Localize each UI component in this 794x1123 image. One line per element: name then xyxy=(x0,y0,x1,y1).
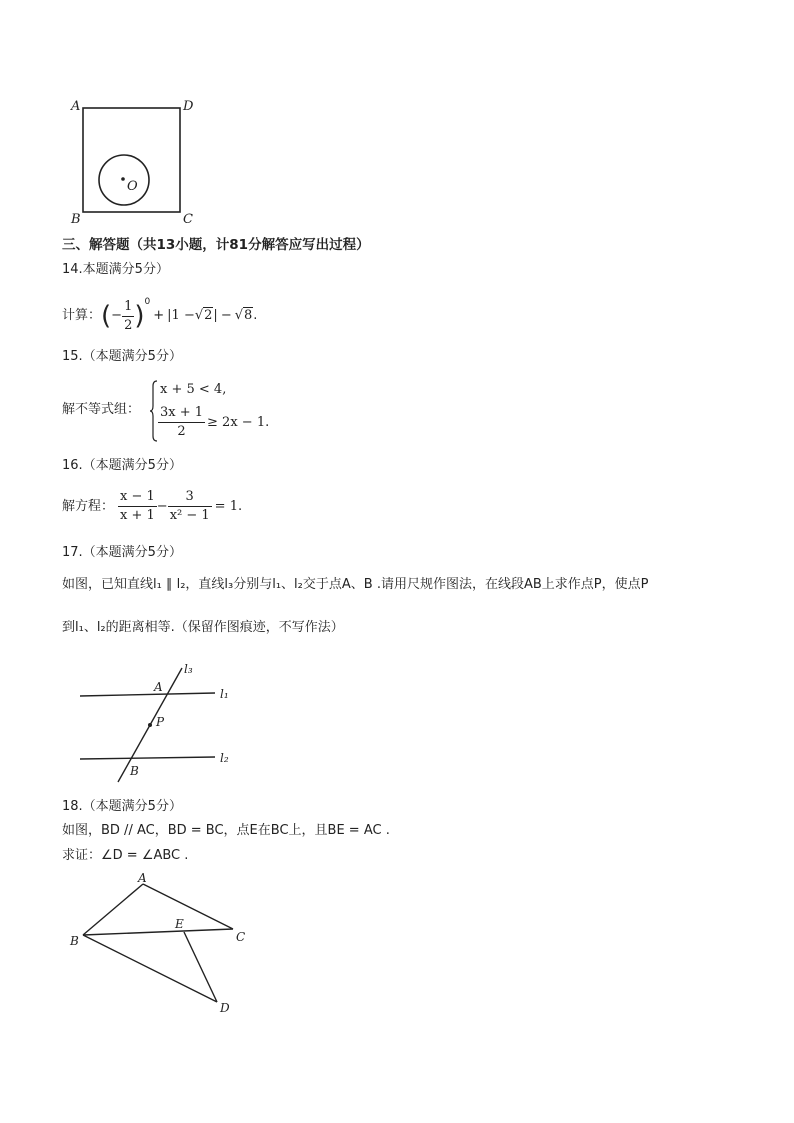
parallel-lines-figure xyxy=(60,658,260,788)
q17-text-line1: 如图，已知直线l₁ ∥ l₂，直线l₃分别与l₁、l₂交于点A、B .请用尺规作图法，在线段AB上求作点P，使点P xyxy=(62,577,649,592)
label-c: C xyxy=(183,212,193,227)
q17-text-line2: 到l₁、l₂的距离相等.（保留作图痕迹，不写作法） xyxy=(62,620,344,635)
label-a: A xyxy=(71,99,81,114)
segment-bc xyxy=(83,929,233,935)
q14-expression: 计算： ( − $\frac{1}{2}$ ) $^0$ + | 1 − √2 | − √8 . xyxy=(62,297,258,333)
label-p: P xyxy=(156,715,165,729)
triangle-figure xyxy=(60,872,260,1017)
label-c: C xyxy=(236,930,246,944)
label-d: D xyxy=(220,1001,230,1015)
point-p xyxy=(148,723,152,727)
q17-header: 17.（本题满分5分） xyxy=(62,545,182,560)
q15-prompt: 解不等式组： xyxy=(62,402,141,417)
q15-inequality-1: x + 5 < 4, xyxy=(160,382,227,397)
label-o: O xyxy=(127,179,138,194)
segment-ed xyxy=(184,932,217,1002)
line-l2 xyxy=(80,757,215,759)
q18-header: 18.（本题满分5分） xyxy=(62,799,182,814)
q15-brace xyxy=(150,380,158,442)
segment-ab xyxy=(83,884,143,935)
section-title: 三、解答题（共13小题，计81分解答应写出过程） xyxy=(62,237,370,253)
square-circle-figure xyxy=(60,92,210,232)
q15-inequality-2: $\frac{3x + 1}{2}$ ≥ 2x − 1. xyxy=(160,405,270,439)
q18-text-line2: 求证：∠D = ∠ABC . xyxy=(62,848,189,863)
label-l2: l₂ xyxy=(220,751,229,765)
segment-ac xyxy=(143,884,233,929)
q18-text-line1: 如图，BD // AC，BD = BC，点E在BC上，且BE = AC . xyxy=(62,823,390,838)
label-b: B xyxy=(71,212,81,227)
square-abcd xyxy=(83,108,180,212)
label-b: B xyxy=(70,934,79,948)
center-point-o xyxy=(121,177,125,181)
segment-bd xyxy=(83,935,217,1002)
label-l3: l₃ xyxy=(184,662,193,676)
q14-header: 14.本题满分5分） xyxy=(62,262,169,277)
label-d: D xyxy=(183,99,194,114)
q16-prompt: 解方程： xyxy=(62,498,115,514)
label-a: A xyxy=(154,680,163,694)
q15-header: 15.（本题满分5分） xyxy=(62,349,182,364)
q14-fraction-half: $\frac{1}{2}$ xyxy=(124,298,133,333)
q16-equation: 解方程： $\frac{x - 1}{x + 1}$ − $\frac{3}{\text{x² − 1}}$ = 1. xyxy=(62,489,243,523)
label-l1: l₁ xyxy=(220,687,229,701)
q14-prompt: 计算： xyxy=(62,308,102,323)
label-b: B xyxy=(130,764,139,778)
line-l1 xyxy=(80,693,215,696)
label-e: E xyxy=(175,917,184,931)
label-a: A xyxy=(138,872,147,885)
q16-header: 16.（本题满分5分） xyxy=(62,458,182,473)
